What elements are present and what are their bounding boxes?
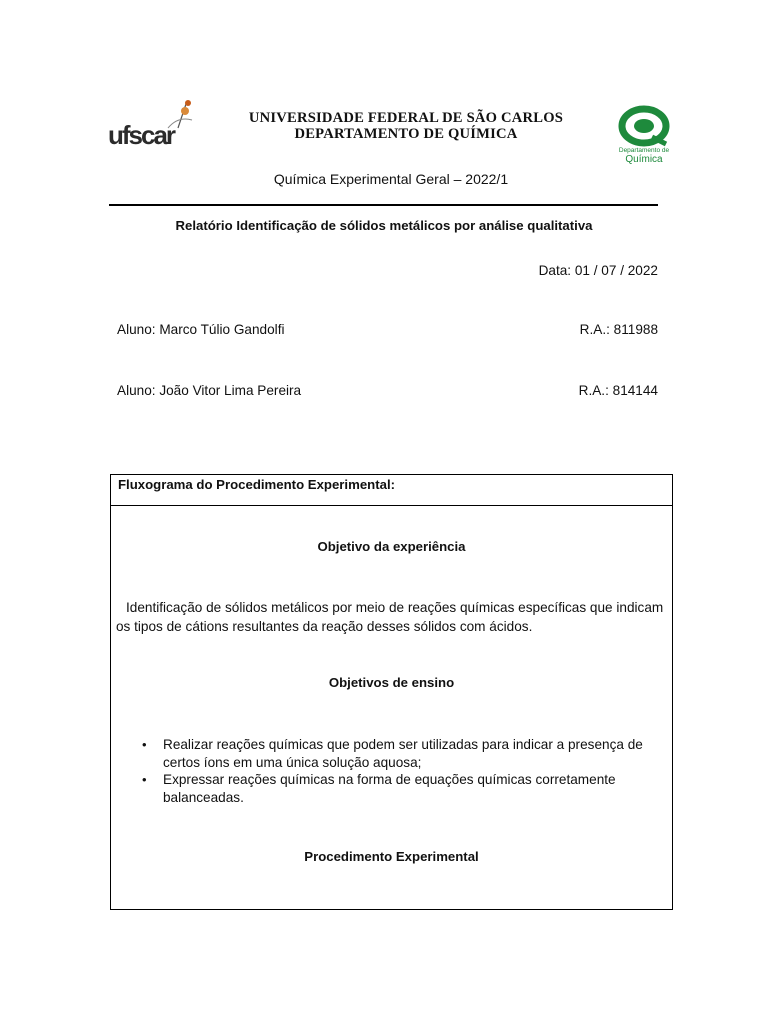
department-logo — [608, 104, 684, 170]
list-item: • Realizar reações químicas que podem ser utilizadas para indicar a presença de certos íons em uma única solução aquosa; — [135, 736, 665, 771]
objective-title: Objetivo da experiência — [317, 539, 466, 554]
objective-text: Identificação de sólidos metálicos por meio de reações químicas específicas que indicam os tipos de cátions resultantes da reação desses sólidos com ácidos. — [116, 600, 664, 634]
ufscar-logo-text: ufscar — [108, 120, 175, 150]
student-name: Aluno: João Vitor Lima Pereira — [117, 383, 302, 398]
report-title: Relatório Identificação de sólidos metálicos por análise qualitativa — [175, 218, 593, 233]
flowchart-box-title: Fluxograma do Procedimento Experimental: — [118, 477, 395, 492]
teaching-objectives-list — [135, 736, 665, 806]
report-date: Data: 01 / 07 / 2022 — [538, 263, 658, 278]
student-name: Aluno: Marco Túlio Gandolfi — [117, 322, 285, 337]
teaching-objectives-title: Objetivos de ensino — [328, 675, 455, 690]
student-row — [117, 383, 658, 398]
ufscar-logo — [106, 98, 198, 154]
student-row — [117, 322, 658, 337]
student-ra: R.A.: 814144 — [578, 383, 658, 398]
list-item: • Expressar reações químicas na forma de equações químicas corretamente balanceadas. — [135, 771, 665, 806]
student-ra: R.A.: 811988 — [579, 322, 658, 337]
course-title: Química Experimental Geral – 2022/1 — [273, 171, 509, 187]
header-title — [198, 110, 614, 142]
divider — [109, 204, 658, 206]
flowchart-box-header — [111, 475, 672, 506]
procedure-title: Procedimento Experimental — [304, 849, 479, 864]
department-name: DEPARTAMENTO DE QUÍMICA — [294, 126, 518, 142]
department-logo-line2: Química — [625, 154, 663, 165]
university-name: UNIVERSIDADE FEDERAL DE SÃO CARLOS — [248, 110, 564, 126]
department-logo-line1: Departamento de — [618, 147, 670, 154]
flowchart-box — [110, 474, 673, 910]
